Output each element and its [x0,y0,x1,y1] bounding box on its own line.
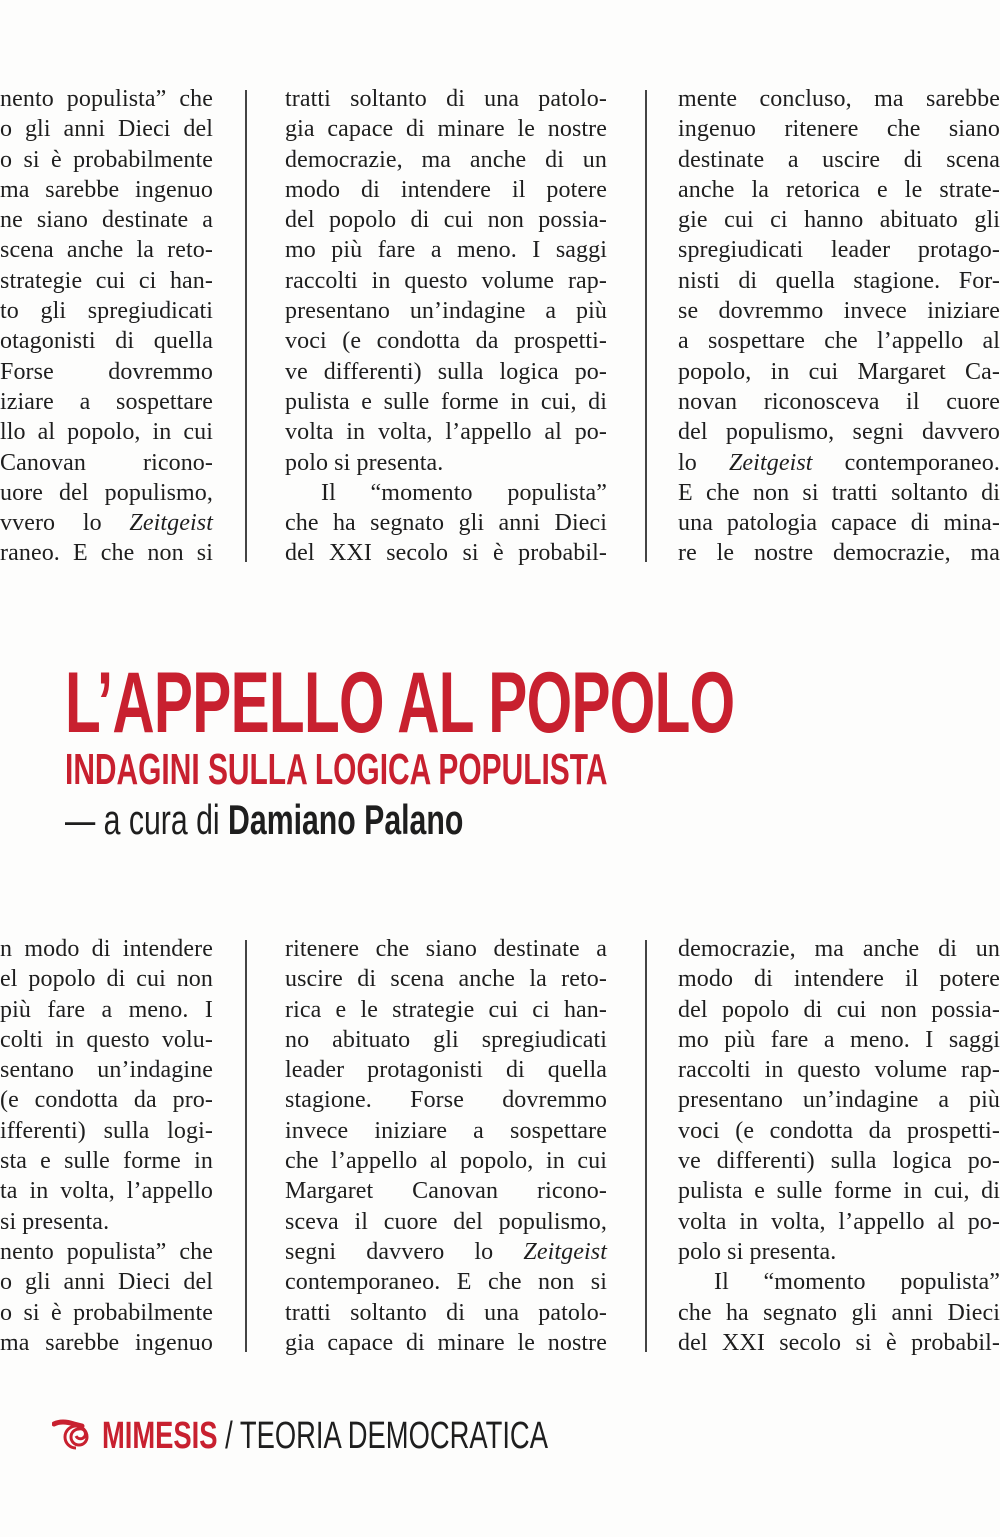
text-line: mo più fare a meno. I saggi [285,237,607,264]
text-line: n modo di intendere [0,936,213,962]
text-line: mente concluso, ma sarebbe [678,86,1000,112]
text-line: presentano un’indagine a più [285,298,607,325]
text-line: se dovremmo invece iniziare [678,298,1000,325]
text-line: tratti soltanto di una patolo- [285,86,607,112]
text-line: si presenta. [0,1208,110,1235]
text-line: voci (e condotta da prospetti- [678,1117,1000,1144]
text-line: uore del populismo, [0,479,213,506]
text-line: mo più fare a meno. I saggi [678,1026,1000,1053]
text-line: sta e sulle forme in [0,1148,213,1175]
text-line: strategie cui ci han- [0,267,213,294]
text-line: o gli anni Dieci del [0,116,213,143]
text-line: ta in volta, l’appello [0,1178,213,1205]
text-line: del XXI secolo si è probabil- [678,1329,1000,1356]
text-line: raneo. E che non si [0,540,213,567]
text-line: a sospettare che l’appello al [678,328,1000,355]
text-line: nento populista” che [0,1238,213,1265]
publisher-brand: MIMESIS [102,1414,218,1457]
text-line: re le nostre democrazie, ma [678,540,1000,567]
text-line: anche la retorica e le strate- [678,176,1000,203]
text-line: gia capace di minare le nostre [285,116,607,143]
text-line: tratti soltanto di una patolo- [285,1299,607,1326]
text-line: iziare a sospettare [0,388,213,415]
text-line: invece iniziare a sospettare [285,1117,607,1144]
top-text-block [0,84,1000,574]
bottom-text-block [0,934,1000,1364]
text-line: destinate a uscire di scena [678,146,1000,173]
text-line: Forse dovremmo [0,358,213,385]
text-line: otagonisti di quella [0,328,213,355]
top-column-left [0,84,213,569]
text-line: che ha segnato gli anni Dieci [678,1299,1000,1326]
spiral-shell-icon [52,1418,92,1454]
text-line: voci (e condotta da prospetti- [285,328,607,355]
text-line: ve differenti) sulla logica po- [678,1148,1000,1175]
text-line: vvero lo Zeitgeist [0,510,213,537]
bottom-column-right [678,934,1000,1358]
top-column-right [678,84,1000,569]
text-line: che ha segnato gli anni Dieci [285,510,607,537]
text-line: ifferenti) sulla logi- [0,1117,213,1144]
text-line: modo di intendere il potere [678,966,1000,993]
text-line: uscire di scena anche la reto- [285,966,607,993]
text-line: gie cui ci hanno abituato gli [678,207,1000,234]
text-line: o gli anni Dieci del [0,1269,213,1296]
text-line: o si è probabilmente [0,146,213,173]
text-line: ma sarebbe ingenuo [0,176,213,203]
text-line: el popolo di cui non [0,966,213,993]
text-line: democrazie, ma anche di un [678,936,1000,962]
text-line: novan riconosceva il cuore [678,388,1000,415]
text-line: che l’appello al popolo, in cui [285,1148,607,1175]
editor-credit [65,798,463,842]
editor-prefix: — a cura di [65,796,220,843]
text-line: Margaret Canovan ricono- [285,1178,607,1205]
text-line: del popolo di cui non possia- [285,207,607,234]
text-line: spregiudicati leader protago- [678,237,1000,264]
text-line: volta in volta, l’appello al po- [285,419,607,446]
text-line: segni davvero lo Zeitgeist [285,1238,607,1265]
column-divider [645,90,647,562]
text-line: raccolti in questo volume rap- [678,1057,1000,1084]
text-line: o si è probabilmente [0,1299,213,1326]
text-line: del XXI secolo si è probabil- [285,540,607,567]
text-line: popolo, in cui Margaret Ca- [678,358,1000,385]
column-divider [645,940,647,1352]
text-line: ingenuo ritenere che siano [678,116,1000,143]
text-line: ne siano destinate a [0,207,213,234]
text-line: raccolti in questo volume rap- [285,267,607,294]
text-line: rica e le strategie cui ci han- [285,996,607,1023]
text-line: (e condotta da pro- [0,1087,213,1114]
text-line: polo si presenta. [285,449,444,476]
text-line: llo al popolo, in cui [0,419,213,446]
series-name: TEORIA DEMOCRATICA [239,1414,548,1457]
text-line: nento populista” che [0,86,213,112]
text-line: del populismo, segni davvero [678,419,1000,446]
text-line: ve differenti) sulla logica po- [285,358,607,385]
text-line: ma sarebbe ingenuo [0,1329,213,1356]
text-line: stagione. Forse dovremmo [285,1087,607,1114]
text-line: pulista e sulle forme in cui, di [678,1178,1000,1205]
bottom-column-left [0,934,213,1358]
column-divider [245,940,247,1352]
series-separator: / [225,1414,233,1457]
text-line: presentano un’indagine a più [678,1087,1000,1114]
top-column-middle [285,84,607,569]
text-line: del popolo di cui non possia- [678,996,1000,1023]
text-line: gia capace di minare le nostre [285,1329,607,1356]
text-line: Canovan ricono- [0,449,213,476]
text-line: scena anche la reto- [0,237,213,264]
text-line: volta in volta, l’appello al po- [678,1208,1000,1235]
text-line: una patologia capace di mina- [678,510,1000,537]
text-line: ritenere che siano destinate a [285,936,607,962]
book-subtitle: INDAGINI SULLA LOGICA POPULISTA [65,745,608,794]
column-divider [245,90,247,562]
text-line: Il “momento populista” [321,479,607,506]
publisher-footer [52,1414,721,1458]
editor-name: Damiano Palano [228,796,464,843]
text-line: colti in questo volu- [0,1026,213,1053]
text-line: più fare a meno. I [0,996,213,1023]
text-line: sentano un’indagine [0,1057,213,1084]
text-line: nisti di quella stagione. For- [678,267,1000,294]
text-line: democrazie, ma anche di un [285,146,607,173]
text-line: E che non si tratti soltanto di [678,479,1000,506]
book-title: L’APPELLO AL POPOLO [65,655,735,751]
text-line: contemporaneo. E che non si [285,1269,607,1296]
text-line: sceva il cuore del populismo, [285,1208,607,1235]
text-line: modo di intendere il potere [285,176,607,203]
text-line: no abituato gli spregiudicati [285,1026,607,1053]
text-line: pulista e sulle forme in cui, di [285,388,607,415]
text-line: polo si presenta. [678,1238,837,1265]
bottom-column-middle [285,934,607,1358]
text-line: to gli spregiudicati [0,298,213,325]
text-line: Il “momento populista” [714,1269,1000,1296]
text-line: lo Zeitgeist contemporaneo. [678,449,1000,476]
text-line: leader protagonisti di quella [285,1057,607,1084]
